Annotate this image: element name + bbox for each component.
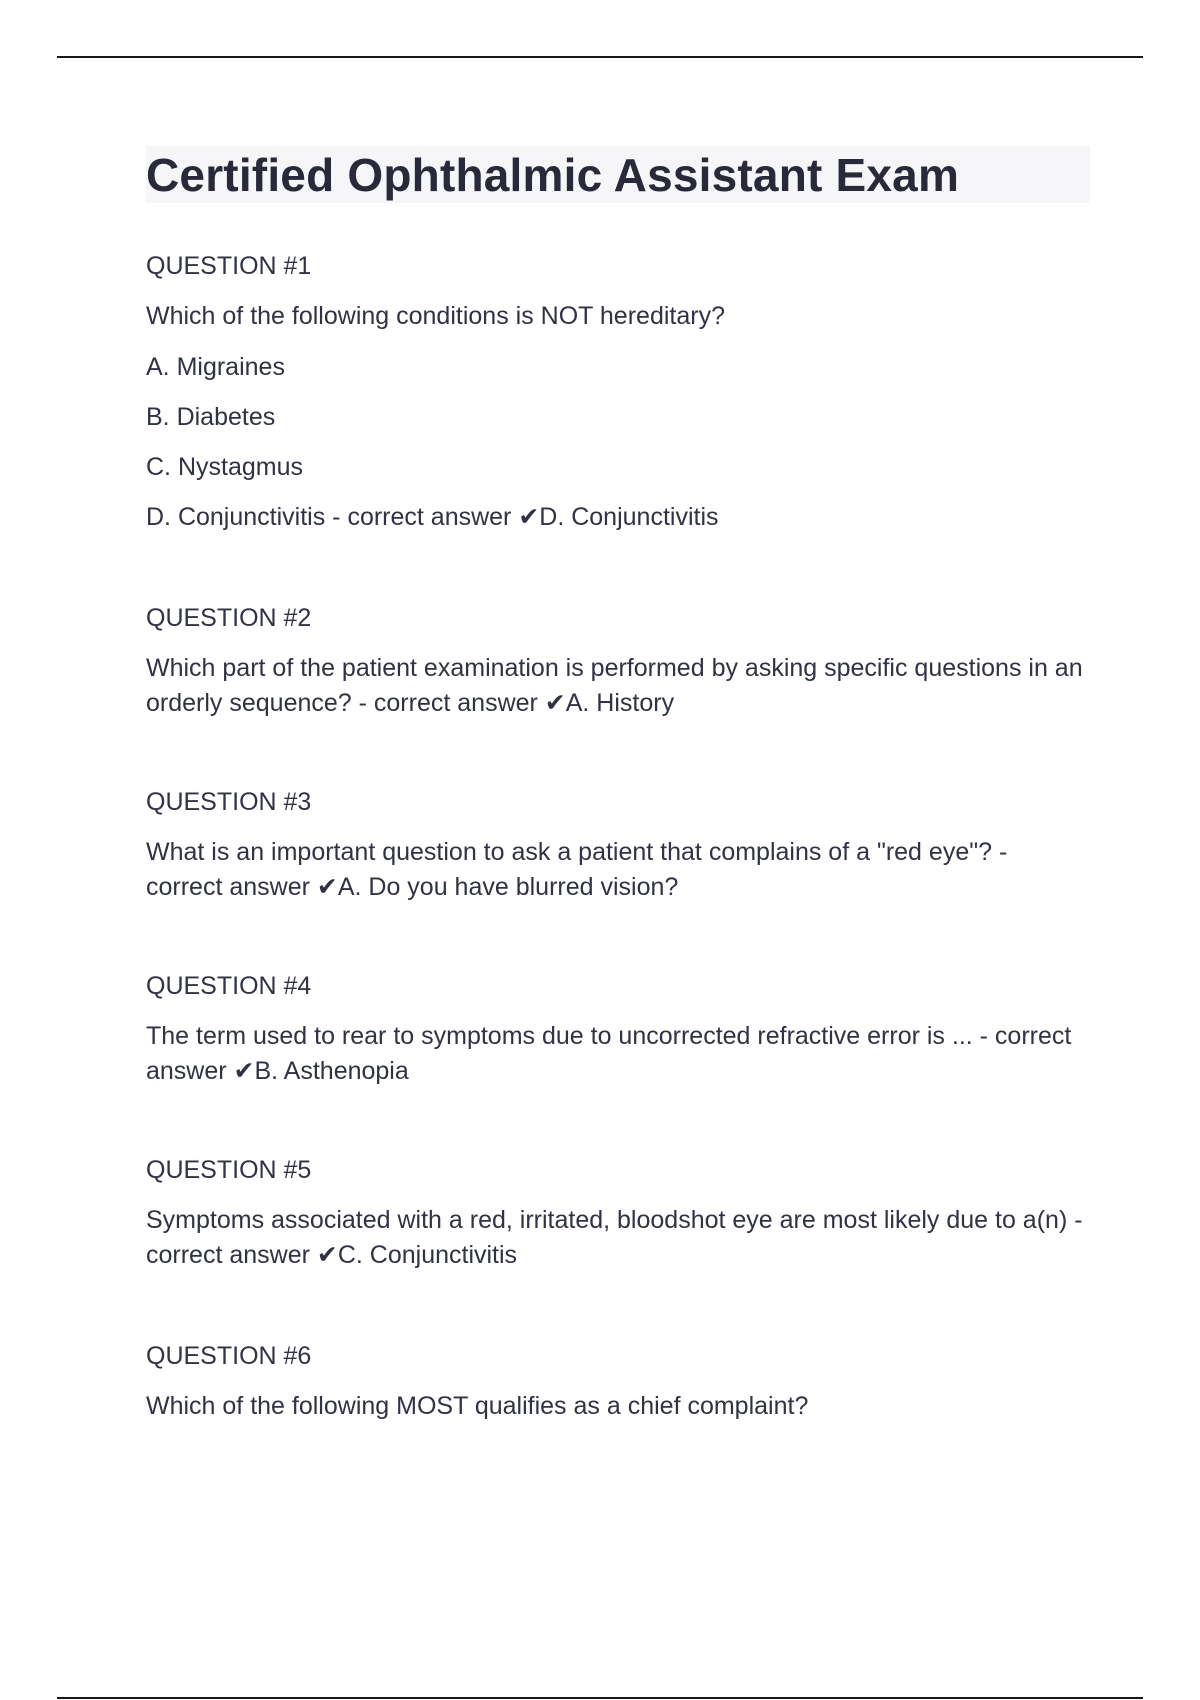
title-band bbox=[146, 146, 1090, 203]
answer-option-c: C. Nystagmus bbox=[146, 453, 303, 481]
document-title: Certified Ophthalmic Assistant Exam bbox=[146, 148, 960, 201]
bottom-rule bbox=[57, 1697, 1143, 1699]
question-text: Symptoms associated with a red, irritated, bloodshot eye are most likely due to a(n) - correct answer ✔C. Conjunctivitis bbox=[146, 1206, 1083, 1269]
question-text: Which of the following conditions is NOT hereditary? bbox=[146, 302, 725, 330]
question-block-4 bbox=[146, 970, 1090, 1089]
question-text: Which of the following MOST qualifies as a chief complaint? bbox=[146, 1392, 809, 1420]
question-block-6 bbox=[146, 1340, 1090, 1424]
question-text: The term used to rear to symptoms due to uncorrected refractive error is ... - correct answer ✔B. Asthenopia bbox=[146, 1022, 1072, 1085]
question-label: QUESTION #5 bbox=[146, 1156, 312, 1184]
question-label: QUESTION #3 bbox=[146, 788, 312, 816]
document-body bbox=[146, 146, 1090, 1420]
answer-option-d: D. Conjunctivitis - correct answer ✔D. Conjunctivitis bbox=[146, 503, 719, 531]
question-text: What is an important question to ask a patient that complains of a "red eye"? - correct answer ✔A. Do you have blurred vision? bbox=[146, 838, 1008, 901]
top-rule bbox=[57, 56, 1143, 58]
answer-option-a: A. Migraines bbox=[146, 353, 285, 381]
question-label: QUESTION #6 bbox=[146, 1342, 312, 1370]
question-label: QUESTION #2 bbox=[146, 604, 312, 632]
question-block-3 bbox=[146, 786, 1090, 905]
question-block-2 bbox=[146, 602, 1090, 721]
question-text: Which part of the patient examination is performed by asking specific questions in an orderly sequence? - correct answer ✔A. History bbox=[146, 654, 1083, 717]
question-label: QUESTION #4 bbox=[146, 972, 312, 1000]
question-label: QUESTION #1 bbox=[146, 252, 312, 280]
question-block-1 bbox=[146, 250, 1090, 533]
answer-option-b: B. Diabetes bbox=[146, 403, 276, 431]
question-block-5 bbox=[146, 1154, 1090, 1273]
